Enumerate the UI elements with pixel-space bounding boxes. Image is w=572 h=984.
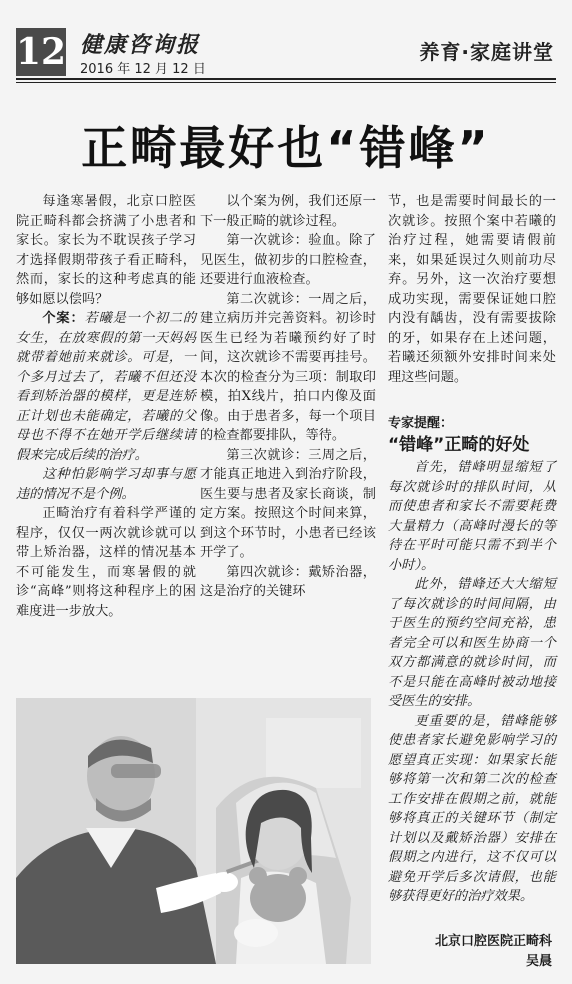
article-headline: 正畸最好也“错峰” — [81, 121, 491, 175]
paragraph: 每逢寒暑假，北京口腔医院正畸科都会挤满了小患者和家长。家长为不耽误孩子学习才选择假期带孩子看正畸科，然而，家长的这种考虑真的能够如愿以偿吗？ — [16, 194, 196, 307]
paragraph: 第三次就诊：三周之后，才能真正地进入到治疗阶段，医生要与患者及家长商谈，制定方案。按照这个时间来算，到这个环节时，小患者已经该开学了。 — [200, 447, 376, 560]
section-title: 养育·家庭讲堂 — [419, 40, 554, 64]
paragraph: 以个案为例，我们还原一下一般正畸的就诊过程。 — [200, 194, 376, 229]
case-text: 若曦是一个初二的女生，在放寒假的第一天妈妈就带着她前来就诊。可是，一个多月过去了，若曦不但还没看到矫治器的模样，更是连矫正计划也未能确定，若曦的父母也不得不在她开学后继续请假来完成后续的治疗。 — [16, 311, 197, 463]
expert-tip-label: 专家提醒： — [388, 416, 454, 431]
header-rule — [16, 78, 556, 80]
paragraph: 此外，错峰还大大缩短了每次就诊的时间间隔，由于医生的预约空间充裕，患者完全可以和医生协商一个双方都满意的就诊时间，而不是只能在高峰时被动地接受医生的安排。 — [388, 577, 556, 709]
paragraph: 首先，错峰明显缩短了每次就诊时的排队时间，从而使患者和家长不需要耗费大量精力（高峰时漫长的等待在平时可能只需不到半个小时）。 — [388, 460, 556, 573]
paragraph: 更重要的是，错峰能够使患者家长避免影响学习的愿望真正实现：如果家长能够将第一次和第二次的检查工作安排在假期之前，就能够将真正的关键环节（制定计划以及戴矫治器）安排在假期之内进行，这不仅可以避免开学后多次请假，也能够获得更好的治疗效果。 — [388, 713, 556, 904]
photo-illustration — [16, 698, 371, 964]
dentist-child-photo — [16, 698, 371, 964]
header-rule-thin — [16, 82, 556, 83]
paragraph: 第四次就诊：戴矫治器，这是治疗的关键环 — [200, 564, 376, 599]
paragraph: 第一次就诊：验血。除了见医生，做初步的口腔检查，还要进行血液检查。 — [200, 233, 376, 287]
issue-date: 2016 年 12 月 12 日 — [80, 62, 206, 77]
paragraph: 第二次就诊：一周之后，建立病历并完善资料。初诊时医生已经为若曦预约好了时间，这次就诊不需要再挂号。本次的检查分为三项：制取印模，拍X线片，拍口内像及面像。由于患者多，每一个项目的检查都要排队，等待。 — [200, 291, 376, 443]
paragraph: 这种怕影响学习却事与愿违的情况不是个例。 — [16, 467, 196, 502]
expert-subheading: “错峰”正畸的好处 — [388, 435, 530, 455]
case-paragraph — [16, 309, 196, 465]
newspaper-masthead: 健康咨询报 — [80, 32, 201, 58]
byline-organization: 北京口腔医院正畸科 — [434, 934, 552, 949]
article-column-2 — [200, 192, 376, 602]
expert-column — [388, 458, 556, 907]
paragraph: 节，也是需要时间最长的一次就诊。按照个案中若曦的治疗过程，她需要请假前来，如果延误过久则前功尽弃。另外，这一次治疗要想成功实现，需要保证她口腔内没有龋齿，没有需要拔除的牙，如果存在上述问题，若曦还须额外安排时间来处理这些问题。 — [388, 194, 556, 385]
article-column-3 — [388, 192, 556, 387]
page-number: 12 — [16, 28, 66, 76]
byline-author: 吴晨 — [525, 954, 552, 969]
article-column-1 — [16, 192, 196, 621]
case-label: 个案： — [42, 311, 85, 326]
paragraph: 正畸治疗有着科学严谨的程序，仅仅一两次就诊就可以带上矫治器，这样的情况基本不可能发生，而寒暑假的就诊“高峰”则将这种程序上的困难度进一步放大。 — [16, 506, 196, 619]
